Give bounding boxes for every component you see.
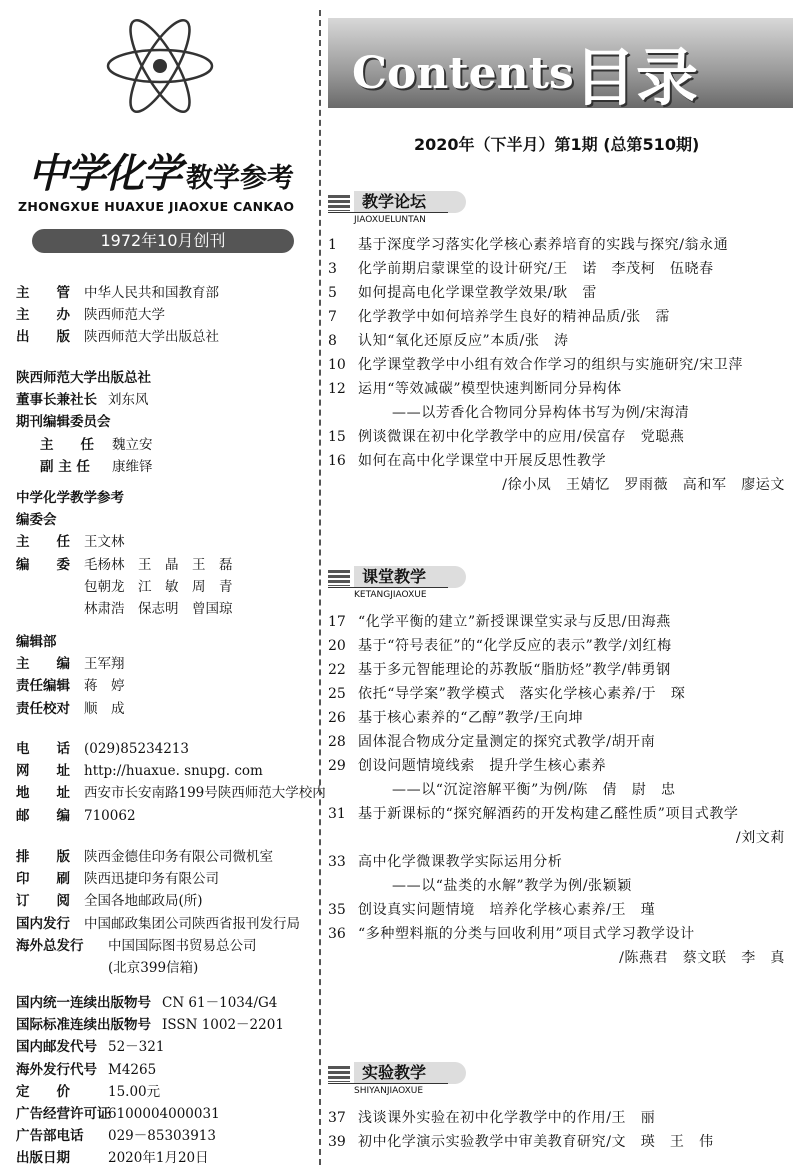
toc-entry[interactable]: 25 依托“导学案”教学模式 落实化学核心素养/于 琛 — [328, 686, 686, 702]
section-header-forum: 教学论坛 JIAOXUELUNTAN — [328, 191, 793, 227]
section-stripe-icon — [328, 1066, 350, 1082]
atom-icon — [100, 8, 220, 118]
contents-banner — [328, 18, 793, 114]
dashed-divider — [319, 10, 321, 1165]
logo-title: 教学参考 — [186, 163, 294, 194]
printing-info: 排 版 陕西金德佳印务有限公司微机室 印 刷 陕西迅捷印务有限公司 订 阅 全国各地邮政局(所) 国内发行 中国邮政集团公司陕西省报刊发行局 海外总发行 中国国际图书贸易总公司 (北京399信箱) — [16, 849, 300, 977]
toc-entry[interactable]: 10 化学课堂教学中小组有效合作学习的组织与实施研究/宋卫萍 — [328, 357, 743, 373]
toc-entry-subtitle: ——以芳香化合物同分异构体书写为例/宋海清 — [392, 405, 690, 421]
toc-entry[interactable]: 15 例谈微课在初中化学教学中的应用/侯富存 党聪燕 — [328, 429, 685, 445]
toc-entry-authors: /徐小凤 王婧忆 罗雨薇 高和军 廖运文 — [502, 477, 785, 493]
toc-entry[interactable]: 5 如何提高电化学课堂教学效果/耿 雷 — [328, 285, 597, 301]
publisher-info — [16, 282, 219, 349]
toc-entry[interactable]: 12 运用“等效减碳”模型快速判断同分异构体 — [328, 381, 622, 397]
toc-entry[interactable]: 16 如何在高中化学课堂中开展反思性教学 — [328, 453, 607, 469]
toc-experiment — [328, 1106, 793, 1154]
toc-entry[interactable]: 3 化学前期启蒙课堂的设计研究/王 诺 李茂柯 伍晓春 — [328, 261, 714, 277]
toc-entry[interactable]: 33 高中化学微课教学实际运用分析 — [328, 854, 563, 870]
contents-title-cn: 目录 — [574, 41, 699, 114]
logo-calligraphy: 中学化学 — [28, 150, 180, 197]
section-header-experiment: 实验教学 SHIYANJIAOXUE — [328, 1062, 793, 1098]
toc-entry[interactable]: 37 浅谈课外实验在初中化学教学中的作用/王 丽 — [328, 1110, 656, 1126]
info-row: 出 版 陕西师范大学出版总社 — [16, 329, 219, 346]
contact-info: 电 话 (029)85234213 网 址 http://huaxue. snupg. com 地 址 西安市长安南路199号陕西师范大学校内 邮 编 710062 — [16, 741, 326, 824]
toc-entry[interactable]: 36 “多种塑料瓶的分类与回收利用”项目式学习教学设计 — [328, 926, 695, 942]
info-row: 主 管 中华人民共和国教育部 — [16, 285, 219, 301]
info-row: 主 办 陕西师范大学 — [16, 307, 165, 324]
editorial-board-info: 中学化学教学参考 编委会 主 任 王文林 编 委 毛杨林 王 晶 王 磊 包朝龙 江 敏 周 青 林肃浩 保志明 曾国琼 — [16, 490, 233, 618]
journal-logo — [28, 142, 308, 197]
section-stripe-icon — [328, 195, 350, 211]
toc-entry[interactable]: 20 基于“符号表征”的“化学反应的表示”教学/刘红梅 — [328, 638, 672, 654]
toc-entry[interactable]: 39 初中化学演示实验教学中审美教育研究/文 瑛 王 伟 — [328, 1134, 714, 1150]
section-header-classroom: 课堂教学 KETANGJIAOXUE — [328, 566, 793, 602]
toc-entry[interactable]: 1 基于深度学习落实化学核心素养培育的实践与探究/翁永通 — [328, 237, 729, 253]
toc-entry[interactable]: 35 创设真实问题情境 培养化学核心素养/王 瑾 — [328, 902, 656, 918]
contents-title-en: Contents — [352, 48, 574, 99]
toc-entry[interactable]: 29 创设问题情境线索 提升学生核心素养 — [328, 758, 607, 774]
codes-info: 国内统一连续出版物号 CN 61－1034/G4 国际标准连续出版物号 ISSN 1002－2201 国内邮发代号 52－321 海外发行代号 M4265 定 价 15.00元 广告经营许可证6100004000031 广告部电话 029－85303913 出版日期 2020年1月20日 — [16, 995, 284, 1167]
toc-entry[interactable]: 17 “化学平衡的建立”新授课课堂实录与反思/田海燕 — [328, 614, 671, 630]
founded-badge: 1972年10月创刊 — [32, 229, 294, 253]
toc-entry-authors: /陈燕君 蔡文联 李 真 — [619, 950, 785, 966]
toc-entry-authors: /刘文莉 — [735, 830, 785, 846]
toc-entry[interactable]: 7 化学教学中如何培养学生良好的精神品质/张 霈 — [328, 309, 670, 325]
press-info: 陕西师范大学出版总社 董事长兼社长 刘东风 期刊编辑委员会 主 任 魏立安 副 主 任 康维铎 — [16, 370, 153, 475]
logo-pinyin: ZHONGXUE HUAXUE JIAOXUE CANKAO — [18, 199, 295, 214]
toc-entry[interactable]: 31 基于新课标的“探究解酒药的开发构建乙醛性质”项目式教学 — [328, 806, 739, 822]
toc-entry[interactable]: 22 基于多元智能理论的苏教版“脂肪烃”教学/韩勇钢 — [328, 662, 671, 678]
toc-entry-subtitle: ——以“沉淀溶解平衡”为例/陈 倩 尉 忠 — [392, 782, 676, 798]
issue-info: 2020年（下半月）第1期 (总第510期) — [414, 135, 700, 154]
toc-classroom — [328, 610, 793, 970]
toc-forum — [328, 233, 793, 497]
toc-entry[interactable]: 8 认知“氧化还原反应”本质/张 涛 — [328, 333, 569, 349]
section-stripe-icon — [328, 570, 350, 586]
toc-entry-subtitle: ——以“盐类的水解”教学为例/张颖颖 — [392, 878, 632, 894]
editorial-dept-info: 编辑部 主 编 王军翔 责任编辑 蒋 婷 责任校对 顺 成 — [16, 634, 125, 717]
contents-column — [328, 0, 793, 1174]
toc-entry[interactable]: 28 固体混合物成分定量测定的探究式教学/胡开南 — [328, 734, 656, 750]
toc-entry[interactable]: 26 基于核心素养的“乙醇”教学/王向坤 — [328, 710, 584, 726]
masthead-column — [0, 0, 326, 1174]
